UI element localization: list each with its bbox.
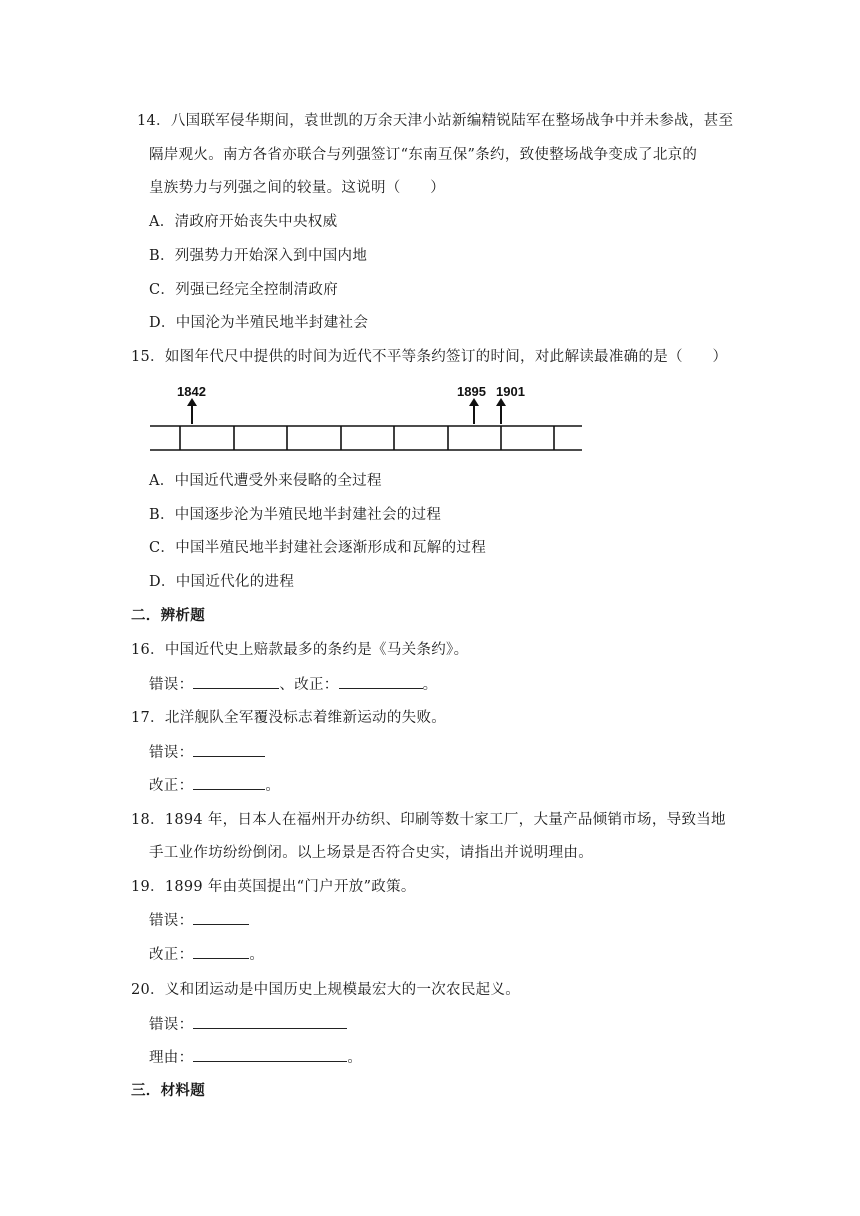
- q16-error-label: 错误：: [149, 677, 194, 693]
- q16-error-blank[interactable]: [193, 674, 279, 689]
- timeline-segment-dividers: [180, 426, 554, 450]
- q16-end-mark: 。: [422, 677, 438, 693]
- q17-correction-blank[interactable]: [193, 775, 265, 790]
- q14-stem-line-3: 皇族势力与列强之间的较量。这说明（ ）: [149, 180, 445, 196]
- arrow-1901: [496, 398, 506, 424]
- q15-option-d[interactable]: D．中国近代化的进程: [149, 574, 295, 590]
- q17-error-line: [149, 742, 265, 763]
- q19-error-label: 错误：: [149, 913, 194, 929]
- year-label-1842: 1842: [177, 384, 206, 399]
- q20-stem: 20．义和团运动是中国历史上规模最宏大的一次农民起义。: [131, 982, 521, 998]
- section-3-heading: 三．材料题: [131, 1082, 205, 1099]
- q19-correction-blank[interactable]: [193, 944, 249, 959]
- q17-end-mark: 。: [265, 778, 281, 794]
- q15-option-c[interactable]: C．中国半殖民地半封建社会逐渐形成和瓦解的过程: [149, 540, 486, 556]
- q17-correction-label: 改正：: [149, 778, 194, 794]
- q14-option-a[interactable]: A．清政府开始丧失中央权威: [149, 214, 338, 230]
- q19-correction-label: 改正：: [149, 947, 194, 963]
- arrow-1842: [187, 398, 197, 424]
- q20-error-line: [149, 1014, 347, 1035]
- q20-error-blank[interactable]: [193, 1014, 347, 1029]
- q19-end-mark: 。: [249, 947, 265, 963]
- q14-option-d[interactable]: D．中国沦为半殖民地半封建社会: [149, 315, 369, 331]
- q15-stem: 15．如图年代尺中提供的时间为近代不平等条约签订的时间，对此解读最准确的是（ ）: [131, 349, 728, 365]
- q17-error-label: 错误：: [149, 745, 194, 761]
- q18-stem-line-1: 18．1894 年，日本人在福州开办纺织、印刷等数十家工厂，大量产品倾销市场，导致当地: [131, 812, 726, 828]
- q14-stem-line-1: 14．八国联军侵华期间，袁世凯的万余天津小站新编精锐陆军在整场战争中并未参战，甚至: [137, 113, 734, 129]
- year-label-1895: 1895: [457, 384, 486, 399]
- q14-stem-line-2: 隔岸观火。南方各省亦联合与列强签订“东南互保”条约，致使整场战争变成了北京的: [149, 147, 698, 163]
- q14-option-b[interactable]: B．列强势力开始深入到中国内地: [149, 248, 368, 264]
- q20-end-mark: 。: [347, 1050, 363, 1066]
- q19-stem: 19．1899 年由英国提出“门户开放”政策。: [131, 879, 416, 895]
- q16-answer-line: [149, 674, 437, 695]
- q17-error-blank[interactable]: [193, 742, 265, 757]
- arrow-1895: [469, 398, 479, 424]
- q20-reason-label: 理由：: [149, 1050, 194, 1066]
- q17-stem: 17．北洋舰队全军覆没标志着维新运动的失败。: [131, 710, 447, 726]
- q19-error-line: [149, 910, 249, 931]
- q16-stem: 16．中国近代史上赔款最多的条约是《马关条约》。: [131, 642, 469, 658]
- q16-correction-label: 、改正：: [279, 677, 339, 693]
- q17-correction-line: [149, 775, 280, 796]
- q14-option-c[interactable]: C．列强已经完全控制清政府: [149, 282, 338, 298]
- q18-stem-line-2: 手工业作坊纷纷倒闭。以上场景是否符合史实，请指出并说明理由。: [149, 845, 593, 861]
- q20-reason-blank[interactable]: [193, 1047, 347, 1062]
- q20-error-label: 错误：: [149, 1017, 194, 1033]
- q15-option-a[interactable]: A．中国近代遭受外来侵略的全过程: [149, 473, 382, 489]
- q16-correction-blank[interactable]: [339, 674, 423, 689]
- year-label-1901: 1901: [496, 384, 525, 399]
- q19-correction-line: [149, 944, 264, 965]
- section-2-heading: 二．辨析题: [131, 607, 205, 624]
- timeline-figure: [150, 378, 586, 458]
- q20-reason-line: [149, 1047, 362, 1068]
- q15-option-b[interactable]: B．中国逐步沦为半殖民地半封建社会的过程: [149, 507, 442, 523]
- q19-error-blank[interactable]: [193, 910, 249, 925]
